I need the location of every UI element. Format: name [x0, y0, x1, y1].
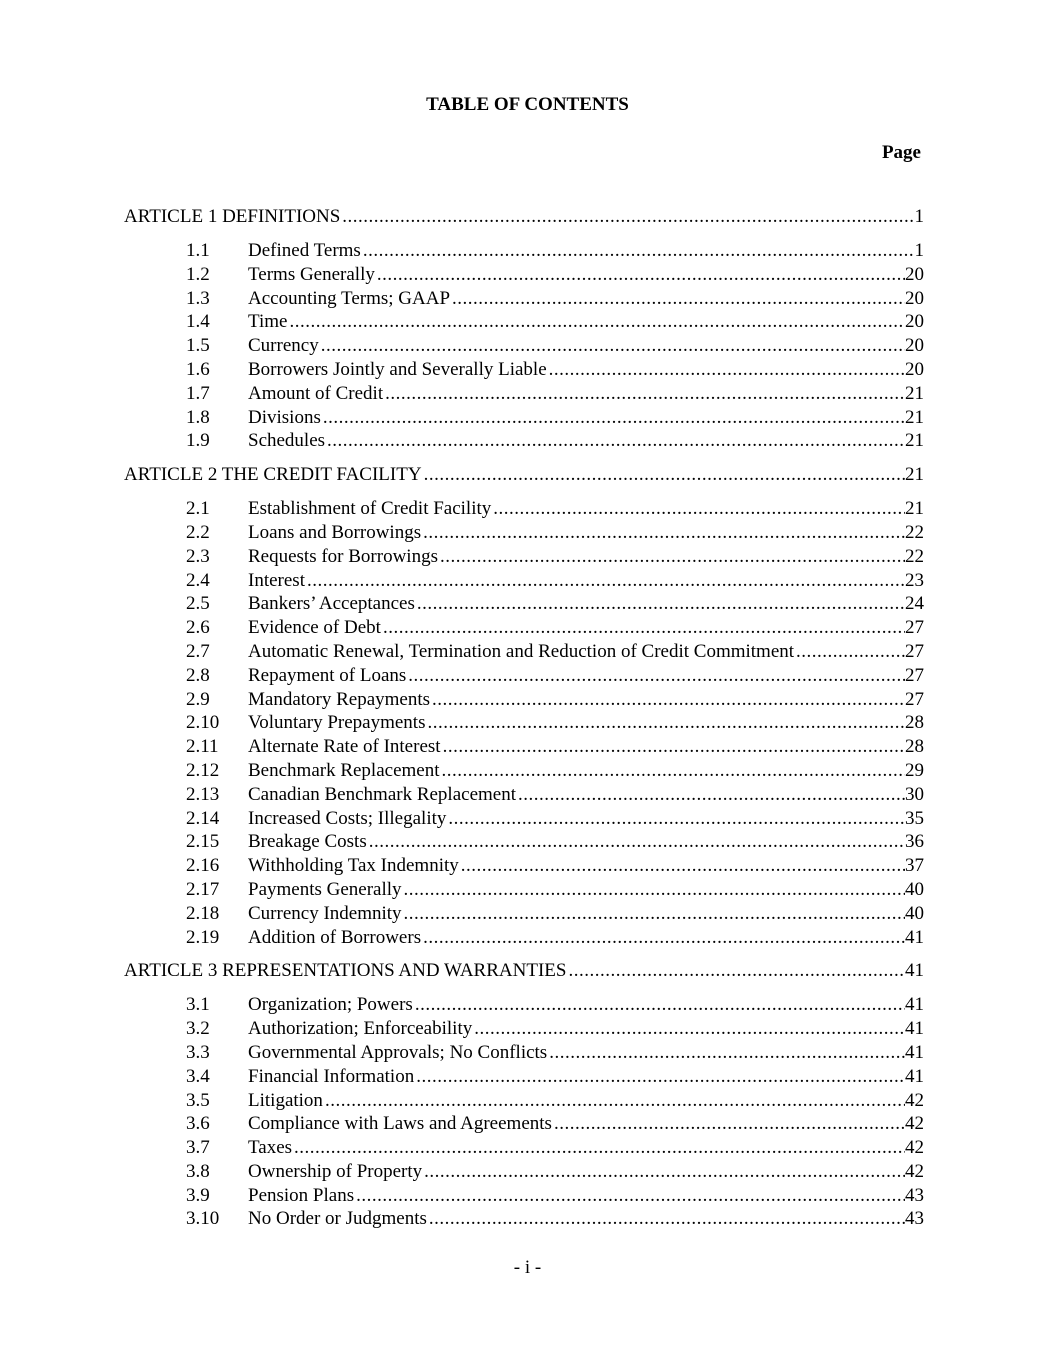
section-entry[interactable] [124, 406, 924, 430]
article-entry[interactable] [124, 205, 924, 229]
dot-leader [549, 1041, 905, 1065]
section-page-number: 41 [905, 1018, 924, 1040]
section-page-number: 28 [905, 712, 924, 734]
section-number: 2.7 [186, 640, 210, 662]
page-footer: - i - [513, 1257, 542, 1278]
section-page-number: 28 [905, 736, 924, 758]
dot-leader [342, 205, 914, 229]
dot-leader [369, 830, 905, 854]
section-number: 2.11 [186, 736, 219, 758]
section-number: 3.7 [186, 1137, 210, 1159]
section-page-number: 27 [905, 617, 924, 639]
section-entry[interactable] [124, 287, 924, 311]
section-title: Pension Plans [248, 1184, 355, 1206]
section-number: 3.9 [186, 1184, 210, 1206]
section-title: Increased Costs; Illegality [248, 807, 447, 829]
section-page-number: 43 [905, 1184, 924, 1206]
section-page-number: 20 [905, 335, 924, 357]
dot-leader [417, 592, 905, 616]
section-number: 3.8 [186, 1160, 210, 1182]
section-entry[interactable] [124, 711, 924, 735]
section-title: Borrowers Jointly and Severally Liable [248, 358, 547, 380]
section-title: Payments Generally [248, 878, 402, 900]
section-title: Withholding Tax Indemnity [248, 855, 459, 877]
section-title: Taxes [248, 1137, 293, 1159]
dot-leader [416, 1065, 905, 1089]
section-page-number: 21 [905, 382, 924, 404]
dot-leader [796, 640, 905, 664]
dot-leader [356, 1184, 905, 1208]
section-number: 1.9 [186, 430, 210, 452]
dot-leader [415, 993, 905, 1017]
section-title: Governmental Approvals; No Conflicts [248, 1041, 548, 1063]
section-number: 2.16 [186, 855, 220, 877]
dot-leader [452, 287, 905, 311]
section-number: 2.15 [186, 831, 220, 853]
section-entry[interactable] [124, 310, 924, 334]
dot-leader [383, 616, 905, 640]
dot-leader [461, 854, 905, 878]
article-block [124, 463, 924, 949]
dot-leader [493, 497, 905, 521]
section-title: Organization; Powers [248, 994, 413, 1016]
dot-leader [428, 711, 906, 735]
section-title: Loans and Borrowings [248, 521, 422, 543]
article-title: ARTICLE 1 DEFINITIONS [124, 206, 341, 227]
section-entry[interactable] [124, 783, 924, 807]
section-number: 2.12 [186, 759, 220, 781]
section-entry[interactable] [124, 735, 924, 759]
article-title: ARTICLE 2 THE CREDIT FACILITY [124, 464, 422, 486]
section-page-number: 21 [905, 430, 924, 452]
section-title: Time [248, 311, 288, 333]
section-title: Financial Information [248, 1065, 415, 1087]
section-title: Defined Terms [248, 240, 361, 261]
section-entry[interactable] [124, 1207, 924, 1231]
section-entry[interactable] [124, 497, 924, 521]
article-page-number: 21 [905, 464, 924, 486]
section-page-number: 42 [905, 1113, 924, 1135]
section-entry[interactable] [124, 1184, 924, 1208]
section-number: 3.6 [186, 1113, 210, 1135]
dot-leader [385, 382, 905, 406]
section-entry[interactable] [124, 1065, 924, 1089]
section-entry[interactable] [124, 830, 924, 854]
section-number: 3.3 [186, 1041, 210, 1063]
section-page-number: 24 [905, 593, 924, 615]
section-entry[interactable] [124, 545, 924, 569]
section-title: Addition of Borrowers [248, 926, 422, 948]
article-block [124, 205, 924, 453]
section-page-number: 22 [905, 521, 924, 543]
section-entry[interactable] [124, 616, 924, 640]
section-title: Terms Generally [248, 263, 375, 285]
section-number: 2.19 [186, 926, 220, 948]
section-title: Requests for Borrowings [248, 545, 438, 567]
section-page-number: 27 [905, 640, 924, 662]
section-entry[interactable] [124, 878, 924, 902]
section-page-number: 21 [905, 406, 924, 428]
dot-leader [474, 1017, 905, 1041]
section-entry[interactable] [124, 640, 924, 664]
section-number: 3.4 [186, 1065, 210, 1087]
dot-leader [429, 1207, 905, 1231]
section-number: 1.4 [186, 311, 210, 333]
section-page-number: 20 [905, 263, 924, 285]
section-title: Litigation [248, 1089, 323, 1111]
dot-leader [554, 1112, 905, 1136]
section-page-number: 22 [905, 545, 924, 567]
dot-leader [568, 959, 905, 983]
dot-leader [377, 263, 905, 287]
section-page-number: 27 [905, 664, 924, 686]
section-title: Establishment of Credit Facility [248, 498, 492, 520]
section-title: Breakage Costs [248, 831, 367, 853]
section-entry[interactable] [124, 688, 924, 712]
dot-leader [424, 463, 905, 487]
section-title: No Order or Judgments [248, 1208, 427, 1230]
section-number: 1.5 [186, 335, 210, 357]
section-page-number: 43 [905, 1208, 924, 1230]
section-page-number: 41 [905, 1041, 924, 1063]
section-entry[interactable] [124, 993, 924, 1017]
section-page-number: 1 [914, 240, 924, 261]
section-title: Interest [248, 569, 305, 591]
section-number: 1.1 [186, 240, 210, 261]
section-page-number: 20 [905, 358, 924, 380]
dot-leader [448, 807, 905, 831]
section-entry[interactable] [124, 382, 924, 406]
dot-leader [321, 334, 905, 358]
section-title: Accounting Terms; GAAP [248, 287, 451, 309]
section-entry[interactable] [124, 569, 924, 593]
dot-leader [423, 521, 905, 545]
section-title: Benchmark Replacement [248, 759, 440, 781]
article-entry[interactable] [124, 463, 924, 487]
section-title: Bankers’ Acceptances [248, 593, 415, 615]
section-title: Evidence of Debt [248, 617, 381, 639]
section-entry[interactable] [124, 759, 924, 783]
dot-leader [294, 1136, 905, 1160]
section-entry[interactable] [124, 1017, 924, 1041]
section-title: Schedules [248, 430, 326, 452]
section-title: Voluntary Prepayments [248, 712, 426, 734]
section-number: 3.1 [186, 994, 210, 1016]
section-page-number: 27 [905, 688, 924, 710]
section-title: Ownership of Property [248, 1160, 423, 1182]
dot-leader [423, 926, 905, 950]
section-entry[interactable] [124, 239, 924, 263]
dot-leader [404, 878, 905, 902]
dot-leader [442, 759, 905, 783]
section-title: Compliance with Laws and Agreements [248, 1113, 552, 1135]
section-number: 2.8 [186, 664, 210, 686]
section-title: Automatic Renewal, Termination and Reduction of Credit Commitment [248, 640, 795, 662]
section-page-number: 41 [905, 926, 924, 948]
section-title: Divisions [248, 406, 321, 428]
section-entry[interactable] [124, 263, 924, 287]
section-number: 2.9 [186, 688, 210, 710]
table-of-contents [124, 205, 924, 1231]
section-entry[interactable] [124, 334, 924, 358]
dot-leader [289, 310, 905, 334]
section-entry[interactable] [124, 1112, 924, 1136]
section-page-number: 42 [905, 1160, 924, 1182]
section-number: 3.2 [186, 1018, 210, 1040]
section-title: Mandatory Repayments [248, 688, 431, 710]
section-number: 3.5 [186, 1089, 210, 1111]
section-entry[interactable] [124, 1089, 924, 1113]
dot-leader [325, 1089, 905, 1113]
section-title: Alternate Rate of Interest [248, 736, 441, 758]
section-page-number: 23 [905, 569, 924, 591]
section-entry[interactable] [124, 664, 924, 688]
page-column-label: Page [881, 142, 921, 163]
section-entry[interactable] [124, 592, 924, 616]
section-page-number: 40 [905, 878, 924, 900]
section-number: 3.10 [186, 1208, 220, 1230]
section-number: 2.5 [186, 593, 210, 615]
section-number: 2.1 [186, 498, 210, 520]
article-title: ARTICLE 3 REPRESENTATIONS AND WARRANTIES [124, 960, 567, 982]
dot-leader [518, 783, 905, 807]
section-entry[interactable] [124, 1160, 924, 1184]
dot-leader [408, 664, 905, 688]
section-number: 2.2 [186, 521, 210, 543]
dot-leader [443, 735, 905, 759]
section-title: Authorization; Enforceability [248, 1018, 473, 1040]
section-page-number: 40 [905, 902, 924, 924]
dot-leader [307, 569, 905, 593]
section-number: 2.14 [186, 807, 220, 829]
section-page-number: 20 [905, 287, 924, 309]
section-entry[interactable] [124, 926, 924, 950]
section-entry[interactable] [124, 1136, 924, 1160]
section-entry[interactable] [124, 429, 924, 453]
dot-leader [327, 429, 905, 453]
dot-leader [323, 406, 905, 430]
section-entry[interactable] [124, 521, 924, 545]
section-number: 1.3 [186, 287, 210, 309]
section-title: Repayment of Loans [248, 664, 407, 686]
section-page-number: 41 [905, 994, 924, 1016]
article-page-number: 1 [914, 206, 924, 227]
section-page-number: 35 [905, 807, 924, 829]
section-page-number: 20 [905, 311, 924, 333]
section-number: 2.10 [186, 712, 220, 734]
section-title: Currency Indemnity [248, 902, 402, 924]
section-number: 2.13 [186, 783, 220, 805]
section-title: Currency [248, 335, 319, 357]
article-page-number: 41 [905, 960, 924, 982]
toc-title: TABLE OF CONTENTS [426, 94, 629, 115]
section-number: 2.17 [186, 878, 220, 900]
dot-leader [404, 902, 905, 926]
section-number: 1.6 [186, 358, 210, 380]
section-number: 1.2 [186, 263, 210, 285]
section-entry[interactable] [124, 854, 924, 878]
article-entry[interactable] [124, 959, 924, 983]
article-block [124, 959, 924, 1231]
section-number: 2.4 [186, 569, 210, 591]
section-entry[interactable] [124, 902, 924, 926]
dot-leader [440, 545, 905, 569]
section-entry[interactable] [124, 1041, 924, 1065]
section-page-number: 42 [905, 1137, 924, 1159]
dot-leader [432, 688, 905, 712]
dot-leader [549, 358, 905, 382]
section-page-number: 37 [905, 855, 924, 877]
section-entry[interactable] [124, 358, 924, 382]
section-number: 1.7 [186, 382, 210, 404]
section-page-number: 29 [905, 759, 924, 781]
section-page-number: 36 [905, 831, 924, 853]
section-number: 2.6 [186, 617, 210, 639]
section-title: Canadian Benchmark Replacement [248, 783, 517, 805]
section-number: 2.18 [186, 902, 220, 924]
section-page-number: 41 [905, 1065, 924, 1087]
dot-leader [363, 239, 915, 263]
dot-leader [424, 1160, 905, 1184]
section-number: 1.8 [186, 406, 210, 428]
section-page-number: 42 [905, 1089, 924, 1111]
section-title: Amount of Credit [248, 382, 384, 404]
section-entry[interactable] [124, 807, 924, 831]
section-page-number: 30 [905, 783, 924, 805]
section-number: 2.3 [186, 545, 210, 567]
section-page-number: 21 [905, 498, 924, 520]
